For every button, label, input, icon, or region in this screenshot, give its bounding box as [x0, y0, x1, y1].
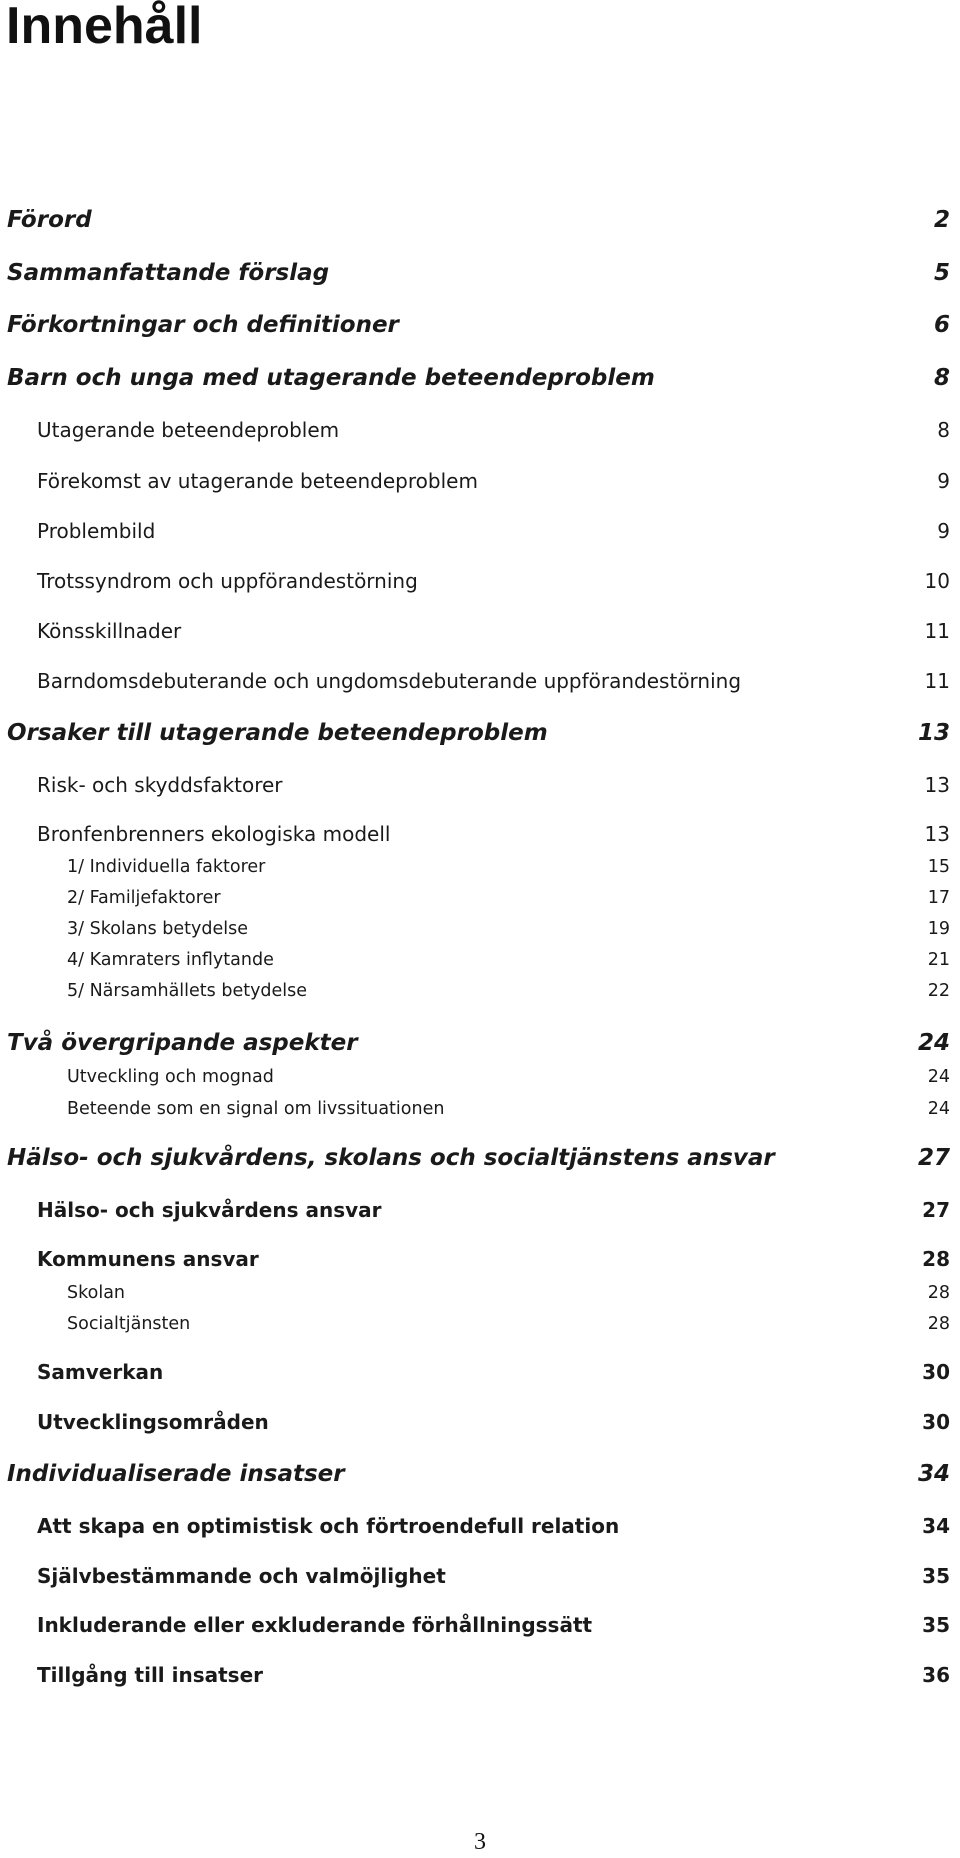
toc-entry-page: 24: [927, 1067, 950, 1087]
toc-entry-page: 22: [927, 981, 950, 1001]
toc-entry-page: 24: [927, 1099, 950, 1119]
toc-entry-halso-och-sjukvardens[interactable]: [0, 1143, 960, 1173]
toc-entry-title: Två övergripande aspekter: [7, 1030, 358, 1056]
toc-entry-title: Problembild: [37, 519, 156, 543]
toc-entry[interactable]: [0, 416, 960, 444]
toc-entry-page: 8: [933, 365, 950, 391]
toc-entry[interactable]: [0, 1312, 960, 1336]
toc-entry-title: Könsskillnader: [37, 619, 182, 643]
toc-entry-page: 11: [924, 619, 950, 643]
toc-entry[interactable]: [0, 1408, 960, 1436]
toc-entry[interactable]: [0, 567, 960, 595]
toc-entry-forkortningar[interactable]: [0, 310, 960, 340]
toc-entry-individualiserade[interactable]: [0, 1459, 960, 1489]
toc-entry-title: 1/ Individuella faktorer: [67, 857, 266, 877]
toc-entry[interactable]: [0, 1512, 960, 1540]
toc-entry-title: Hälso- och sjukvårdens ansvar: [37, 1198, 382, 1222]
toc-entry-page: 30: [922, 1360, 950, 1384]
toc-entry-title: Individualiserade insatser: [7, 1461, 345, 1487]
toc-entry-title: Kommunens ansvar: [37, 1247, 259, 1271]
toc-entry-page: 35: [922, 1564, 950, 1588]
toc-entry-page: 17: [927, 888, 950, 908]
toc-entry-title: Trotssyndrom och uppförandestörning: [37, 569, 418, 593]
toc-entry-title: 5/ Närsamhällets betydelse: [67, 981, 308, 1001]
toc-entry-page: 34: [917, 1461, 950, 1487]
toc-entry-title: Socialtjänsten: [67, 1314, 191, 1334]
toc-entry-page: 19: [927, 919, 950, 939]
toc-entry[interactable]: [0, 855, 960, 879]
toc-entry-page: 13: [924, 822, 950, 846]
toc-entry-title: Förekomst av utagerande beteendeproblem: [37, 469, 478, 493]
toc-entry[interactable]: [0, 917, 960, 941]
toc-entry-page: 30: [922, 1410, 950, 1434]
toc-entry-page: 24: [917, 1030, 950, 1056]
toc-entry-page: 21: [927, 950, 950, 970]
toc-entry-title: Barn och unga med utagerande beteendeproblem: [7, 365, 655, 391]
toc-entry[interactable]: [0, 979, 960, 1003]
page-number: 3: [474, 1829, 486, 1855]
toc-entry-title: 3/ Skolans betydelse: [67, 919, 248, 939]
toc-entry[interactable]: [0, 1097, 960, 1121]
toc-entry-title: Tillgång till insatser: [37, 1663, 264, 1687]
toc-entry-title: 2/ Familjefaktorer: [67, 888, 221, 908]
toc-entry-page: 11: [924, 669, 950, 693]
toc-entry[interactable]: [0, 1661, 960, 1689]
toc-entry-page: 9: [937, 469, 950, 493]
toc-entry-tva-overgripande[interactable]: [0, 1028, 960, 1058]
toc-entry-title: Att skapa en optimistisk och förtroendefull relation: [37, 1514, 620, 1538]
toc-entry-title: Bronfenbrenners ekologiska modell: [37, 822, 391, 846]
toc-entry-title: Risk- och skyddsfaktorer: [37, 773, 283, 797]
toc-entry-page: 36: [922, 1663, 950, 1687]
toc-entry-title: Inkluderande eller exkluderande förhållningssätt: [37, 1613, 593, 1637]
toc-entry-title: 4/ Kamraters inflytande: [67, 950, 274, 970]
toc-entry-title: Utvecklingsområden: [37, 1410, 269, 1434]
toc-entry-page: 15: [927, 857, 950, 877]
toc-entry-page: 8: [937, 418, 950, 442]
toc-entry-title: Beteende som en signal om livssituationen: [67, 1099, 445, 1119]
toc-entry-page: 5: [933, 260, 950, 286]
toc-entry-page: 34: [922, 1514, 950, 1538]
toc-entry-barn-och-unga[interactable]: [0, 363, 960, 393]
toc-entry[interactable]: [0, 1562, 960, 1590]
toc-entry-page: 28: [927, 1283, 950, 1303]
toc-entry-page: 27: [922, 1198, 950, 1222]
toc-entry-page: 28: [927, 1314, 950, 1334]
toc-entry[interactable]: [0, 617, 960, 645]
toc-entry[interactable]: [0, 517, 960, 545]
toc-entry[interactable]: [0, 948, 960, 972]
toc-entry-title: Utagerande beteendeproblem: [37, 418, 340, 442]
toc-entry[interactable]: [0, 1611, 960, 1639]
toc-entry-orsaker[interactable]: [0, 718, 960, 748]
toc-entry-title: Skolan: [67, 1283, 126, 1303]
toc-entry-page: 27: [917, 1145, 950, 1171]
toc-entry-title: Förord: [7, 207, 92, 233]
toc-entry[interactable]: [0, 667, 960, 695]
toc-entry-page: 28: [922, 1247, 950, 1271]
toc-entry[interactable]: [0, 1065, 960, 1089]
toc-entry-title: Barndomsdebuterande och ungdomsdebuterande uppförandestörning: [37, 669, 742, 693]
toc-entry[interactable]: [0, 467, 960, 495]
toc-entry[interactable]: [0, 886, 960, 910]
toc-entry-title: Självbestämmande och valmöjlighet: [37, 1564, 446, 1588]
toc-entry-title: Sammanfattande förslag: [7, 260, 330, 286]
toc-entry[interactable]: [0, 1196, 960, 1224]
toc-entry-page: 13: [917, 720, 950, 746]
toc-entry-sammanfattande-forslag[interactable]: [0, 258, 960, 288]
toc-entry-title: Samverkan: [37, 1360, 164, 1384]
toc-entry-title: Förkortningar och definitioner: [7, 312, 399, 338]
toc-entry-page: 6: [933, 312, 950, 338]
toc-entry[interactable]: [0, 771, 960, 799]
toc-entry-page: 9: [937, 519, 950, 543]
toc-entry[interactable]: [0, 1245, 960, 1273]
toc-entry-forord[interactable]: [0, 205, 960, 235]
toc-entry[interactable]: [0, 820, 960, 848]
toc-entry-title: Orsaker till utagerande beteendeproblem: [7, 720, 548, 746]
toc-entry-page: 13: [924, 773, 950, 797]
toc-entry-title: Utveckling och mognad: [67, 1067, 274, 1087]
page-title: Innehåll: [6, 0, 203, 55]
toc-entry[interactable]: [0, 1358, 960, 1386]
toc-entry[interactable]: [0, 1281, 960, 1305]
toc-entry-page: 10: [924, 569, 950, 593]
toc-entry-page: 35: [922, 1613, 950, 1637]
toc-entry-page: 2: [933, 207, 950, 233]
toc-entry-title: Hälso- och sjukvårdens, skolans och socialtjänstens ansvar: [7, 1145, 775, 1171]
